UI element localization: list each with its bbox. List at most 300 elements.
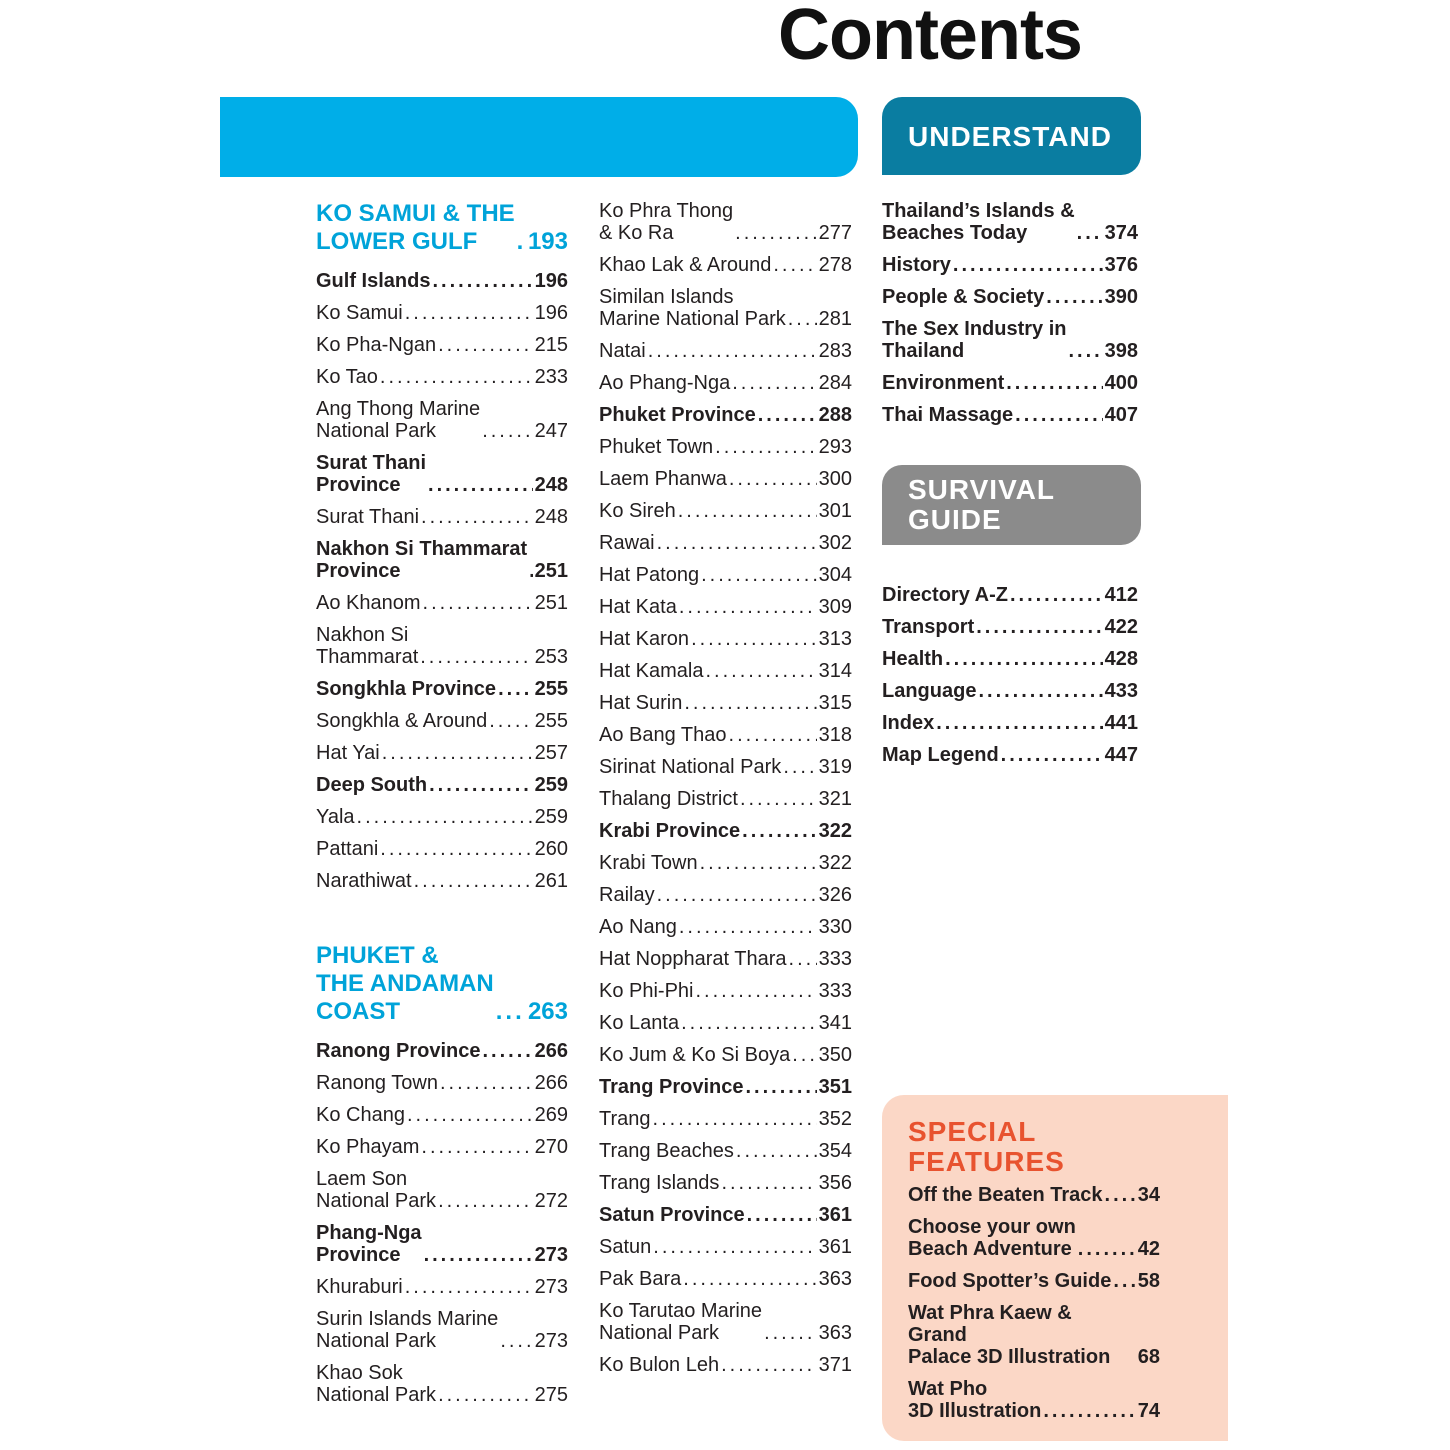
toc-page-number: 361: [818, 1236, 852, 1258]
toc-entry-title: Index: [882, 712, 935, 734]
toc-entry[interactable]: [599, 692, 852, 714]
toc-entry[interactable]: [599, 980, 852, 1002]
toc-page-number: 275: [534, 1384, 568, 1406]
toc-entry-title: Transport: [882, 616, 975, 638]
toc-page-number: 390: [1104, 286, 1138, 308]
toc-entry[interactable]: [316, 1276, 568, 1298]
toc-entry-title: Thailand’s Islands & Beaches Today: [882, 200, 1075, 244]
toc-entry[interactable]: [599, 756, 852, 778]
toc-entry-title: Surat Thani Province: [316, 452, 427, 496]
toc-page-number: 248: [534, 506, 568, 528]
toc-page-number: 428: [1104, 648, 1138, 670]
toc-entry[interactable]: [316, 806, 568, 828]
toc-page-number: 193: [527, 228, 568, 255]
toc-entry-title: Hat Patong: [599, 564, 700, 586]
leader-dots: [746, 1076, 817, 1098]
toc-entry-title: Sirinat National Park: [599, 756, 782, 778]
leader-dots: [648, 340, 817, 362]
leader-dots: [428, 474, 533, 496]
toc-page-number: 74: [1137, 1400, 1160, 1422]
toc-entry[interactable]: [599, 1236, 852, 1258]
toc-entry-title: Map Legend: [882, 744, 999, 766]
toc-page-number: 341: [818, 1012, 852, 1034]
leader-dots: [407, 1104, 533, 1126]
toc-page-number: 233: [534, 366, 568, 388]
toc-page-number: 196: [534, 302, 568, 324]
toc-entry[interactable]: [599, 532, 852, 554]
leader-dots: [721, 1354, 817, 1376]
toc-entry-title: Phuket Province: [599, 404, 756, 426]
toc-page-number: 318: [818, 724, 852, 746]
toc-entry[interactable]: [882, 744, 1138, 766]
toc-page-number: 248: [534, 474, 568, 496]
leader-dots: [380, 838, 532, 860]
toc-entry-title: Ko Tao: [316, 366, 378, 388]
leader-dots: [735, 222, 816, 244]
leader-dots: [423, 592, 533, 614]
leader-dots: [382, 742, 533, 764]
toc-entry[interactable]: [599, 286, 852, 330]
leader-dots: [420, 646, 532, 668]
toc-entry-title: Laem Son National Park: [316, 1168, 437, 1212]
toc-entry-title: Ang Thong Marine National Park: [316, 398, 481, 442]
toc-entry[interactable]: [316, 838, 568, 860]
toc-entry-title: Ao Bang Thao: [599, 724, 727, 746]
leader-dots: [732, 372, 816, 394]
leader-dots: [517, 228, 526, 256]
leader-dots: [783, 756, 816, 778]
toc-page-number: 247: [534, 420, 568, 442]
toc-entry[interactable]: [599, 788, 852, 810]
toc-entry[interactable]: [316, 624, 568, 668]
toc-entry-title: Off the Beaten Track: [908, 1184, 1103, 1206]
leader-dots: [482, 1040, 532, 1062]
toc-entry[interactable]: [599, 500, 852, 522]
toc-page-number: 301: [818, 500, 852, 522]
toc-entry[interactable]: [599, 200, 852, 244]
leader-dots: [684, 692, 816, 714]
toc-entry[interactable]: [316, 1136, 568, 1158]
leader-dots: [432, 270, 532, 292]
leader-dots: [758, 404, 817, 426]
leader-dots: [976, 616, 1102, 638]
leader-dots: [740, 788, 817, 810]
toc-entry-title: Laem Phanwa: [599, 468, 727, 490]
toc-page-number: 58: [1137, 1270, 1160, 1292]
toc-page-number: 42: [1137, 1238, 1160, 1260]
toc-entry[interactable]: [882, 200, 1138, 244]
toc-entry[interactable]: [599, 820, 852, 842]
leader-dots: [429, 774, 533, 796]
toc-entry-title: Krabi Province: [599, 820, 741, 842]
leader-dots: [681, 1012, 817, 1034]
toc-entry[interactable]: [316, 302, 568, 324]
leader-dots: [764, 1322, 817, 1344]
leader-dots: [482, 420, 532, 442]
toc-entry-title: Khao Sok National Park: [316, 1362, 437, 1406]
leader-dots: [405, 1276, 533, 1298]
toc-entry-title: Deep South: [316, 774, 428, 796]
toc-entry[interactable]: [599, 628, 852, 650]
survival-guide-header: SURVIVAL GUIDE: [882, 465, 1141, 545]
leader-dots: [1046, 286, 1102, 308]
toc-entry[interactable]: [882, 254, 1138, 276]
toc-entry-title: Ranong Town: [316, 1072, 438, 1094]
toc-page-number: 333: [818, 948, 852, 970]
toc-page-number: 259: [534, 806, 568, 828]
toc-entry-title: Ko Bulon Leh: [599, 1354, 720, 1376]
leader-dots: [747, 1204, 817, 1226]
toc-entry[interactable]: [882, 372, 1138, 394]
toc-page-number: 281: [818, 308, 852, 330]
toc-entry[interactable]: [316, 742, 568, 764]
toc-entry-title: Hat Kamala: [599, 660, 704, 682]
toc-entry-title: Phuket Town: [599, 436, 714, 458]
toc-section-heading[interactable]: [316, 200, 568, 256]
leader-dots: [405, 302, 533, 324]
toc-entry[interactable]: [882, 404, 1138, 426]
toc-page-number: 293: [818, 436, 852, 458]
toc-entry[interactable]: [316, 398, 568, 442]
toc-entry-title: Ko Tarutao Marine National Park: [599, 1300, 763, 1344]
toc-entry[interactable]: [908, 1184, 1160, 1206]
toc-page-number: 255: [534, 710, 568, 732]
toc-entry[interactable]: [599, 660, 852, 682]
leader-dots: [953, 254, 1103, 276]
leader-dots: [500, 1330, 532, 1352]
toc-page-number: 270: [534, 1136, 568, 1158]
toc-entry[interactable]: [599, 852, 852, 874]
toc-page-number: 319: [818, 756, 852, 778]
toc-entry[interactable]: [599, 404, 852, 426]
toc-entry-title: Pak Bara: [599, 1268, 682, 1290]
toc-page-number: 196: [534, 270, 568, 292]
leader-dots: [1006, 372, 1102, 394]
leader-dots: [653, 1108, 817, 1130]
toc-entry-title: Khao Lak & Around: [599, 254, 772, 276]
toc-page-number: 273: [534, 1244, 568, 1266]
toc-entry[interactable]: [908, 1216, 1160, 1260]
toc-entry-title: Hat Karon: [599, 628, 690, 650]
toc-entry[interactable]: [316, 678, 568, 700]
toc-page-number: 269: [534, 1104, 568, 1126]
toc-page-number: 263: [527, 998, 568, 1025]
toc-section-heading[interactable]: [316, 942, 568, 1026]
toc-entry[interactable]: [599, 254, 852, 276]
toc-entry[interactable]: [599, 724, 852, 746]
toc-page-number: 374: [1104, 222, 1138, 244]
toc-page-number: 322: [818, 820, 852, 842]
toc-entry-title: PHUKET & THE ANDAMAN COAST: [316, 942, 494, 1025]
toc-entry-title: Thai Massage: [882, 404, 1014, 426]
toc-page-number: 441: [1104, 712, 1138, 734]
toc-entry-title: Gulf Islands: [316, 270, 431, 292]
toc-page-number: 266: [534, 1072, 568, 1094]
toc-entry[interactable]: [316, 1168, 568, 1212]
leader-dots: [496, 998, 526, 1026]
leader-dots: [1043, 1400, 1135, 1422]
toc-page-number: 261: [534, 870, 568, 892]
toc-entry[interactable]: [908, 1378, 1160, 1422]
toc-page-number: 277: [818, 222, 852, 244]
toc-entry[interactable]: [599, 1108, 852, 1130]
toc-entry[interactable]: [599, 1012, 852, 1034]
toc-entry[interactable]: [316, 710, 568, 732]
leader-dots: [438, 1384, 533, 1406]
toc-entry-title: Similan Islands Marine National Park: [599, 286, 786, 330]
toc-page-number: 309: [818, 596, 852, 618]
leader-dots: [788, 308, 817, 330]
toc-entry[interactable]: [908, 1270, 1160, 1292]
toc-page-number: 273: [534, 1276, 568, 1298]
toc-page-number: 300: [818, 468, 852, 490]
leader-dots: [498, 678, 533, 700]
toc-entry-title: Narathiwat: [316, 870, 412, 892]
toc-entry-title: Thalang District: [599, 788, 738, 810]
toc-column-special: [908, 1184, 1160, 1432]
toc-entry-title: Wat Phra Kaew & Grand Palace 3D Illustration: [908, 1302, 1111, 1368]
toc-page-number: 259: [534, 774, 568, 796]
toc-entry-title: KO SAMUI & THE LOWER GULF: [316, 200, 515, 255]
toc-entry-title: Ranong Province: [316, 1040, 481, 1062]
leader-dots: [440, 1072, 533, 1094]
toc-entry[interactable]: [599, 916, 852, 938]
toc-entry-title: Natai: [599, 340, 646, 362]
toc-entry-title: Ko Jum & Ko Si Boya: [599, 1044, 791, 1066]
toc-entry-title: Hat Surin: [599, 692, 683, 714]
toc-entry-title: Khuraburi: [316, 1276, 403, 1298]
toc-entry[interactable]: [316, 1104, 568, 1126]
toc-entry[interactable]: [316, 1308, 568, 1352]
leader-dots: [380, 366, 533, 388]
toc-page-number: 350: [818, 1044, 852, 1066]
leader-dots: [683, 1268, 816, 1290]
toc-entry-title: Pattani: [316, 838, 379, 860]
leader-dots: [700, 852, 817, 874]
toc-page-number: 321: [818, 788, 852, 810]
toc-entry[interactable]: [316, 270, 568, 292]
leader-dots: [792, 1044, 816, 1066]
toc-entry[interactable]: [316, 592, 568, 614]
toc-entry-title: Directory A-Z: [882, 584, 1008, 606]
leader-dots: [678, 500, 817, 522]
toc-entry-title: Surat Thani: [316, 506, 420, 528]
toc-page-number: 352: [818, 1108, 852, 1130]
toc-entry[interactable]: [882, 286, 1138, 308]
toc-entry-title: Ao Phang-Nga: [599, 372, 731, 394]
toc-entry-title: Rawai: [599, 532, 655, 554]
leader-dots: [701, 564, 817, 586]
toc-entry[interactable]: [599, 948, 852, 970]
leader-dots: [357, 806, 533, 828]
toc-column-understand: [882, 200, 1138, 436]
toc-page-number: 255: [534, 678, 568, 700]
toc-entry[interactable]: [316, 452, 568, 496]
toc-entry-title: Trang Province: [599, 1076, 744, 1098]
toc-column-survival: [882, 584, 1138, 776]
leader-dots: [691, 628, 817, 650]
toc-entry[interactable]: [599, 468, 852, 490]
toc-page-number: 361: [818, 1204, 852, 1226]
toc-entry[interactable]: [882, 712, 1138, 734]
toc-page-number: 288: [818, 404, 852, 426]
leader-dots: [945, 648, 1103, 670]
toc-page-number: 251: [534, 592, 568, 614]
toc-entry-title: Nakhon Si Thammarat: [316, 624, 419, 668]
toc-entry[interactable]: [599, 1140, 852, 1162]
leader-dots: [421, 506, 533, 528]
toc-page-number: 371: [818, 1354, 852, 1376]
leader-dots: [438, 1190, 533, 1212]
toc-entry-title: Ko Pha-Ngan: [316, 334, 437, 356]
toc-entry[interactable]: [316, 334, 568, 356]
toc-entry-title: Songkhla Province: [316, 678, 497, 700]
leader-dots: [679, 596, 817, 618]
toc-entry[interactable]: [316, 1362, 568, 1406]
toc-entry-title: Surin Islands Marine National Park: [316, 1308, 499, 1352]
toc-entry-title: Food Spotter’s Guide: [908, 1270, 1112, 1292]
toc-entry-title: Songkhla & Around: [316, 710, 488, 732]
leader-dots: [706, 660, 817, 682]
toc-page-number: 400: [1104, 372, 1138, 394]
toc-entry-title: Ko Samui: [316, 302, 403, 324]
toc-entry[interactable]: [316, 506, 568, 528]
toc-page-number: 272: [534, 1190, 568, 1212]
toc-page-number: 278: [818, 254, 852, 276]
toc-page-number: 68: [1137, 1346, 1160, 1368]
toc-entry[interactable]: [599, 1044, 852, 1066]
toc-entry-title: Hat Yai: [316, 742, 380, 764]
toc-page-number: 266: [534, 1040, 568, 1062]
leader-dots: [679, 916, 817, 938]
leader-dots: [657, 532, 817, 554]
toc-entry[interactable]: [882, 648, 1138, 670]
toc-entry[interactable]: [599, 564, 852, 586]
toc-entry-title: Trang Islands: [599, 1172, 720, 1194]
toc-page-number: 284: [818, 372, 852, 394]
special-features-header: SPECIAL FEATURES: [908, 1116, 1065, 1177]
toc-page-number: 407: [1104, 404, 1138, 426]
toc-page-number: 273: [534, 1330, 568, 1352]
toc-entry-title: People & Society: [882, 286, 1045, 308]
toc-entry[interactable]: [316, 870, 568, 892]
toc-entry[interactable]: [316, 1040, 568, 1062]
leader-dots: [657, 884, 817, 906]
toc-page-number: 363: [818, 1268, 852, 1290]
toc-page-number: 376: [1104, 254, 1138, 276]
toc-entry[interactable]: [316, 1222, 568, 1266]
toc-entry-title: Environment: [882, 372, 1005, 394]
page-title: Contents: [778, 0, 1082, 75]
toc-page-number: 356: [818, 1172, 852, 1194]
understand-header: UNDERSTAND: [882, 97, 1141, 175]
toc-entry[interactable]: [599, 1076, 852, 1098]
toc-page-number: 34: [1137, 1184, 1160, 1206]
toc-entry[interactable]: [316, 1072, 568, 1094]
toc-entry[interactable]: [599, 1268, 852, 1290]
toc-page-number: 412: [1104, 584, 1138, 606]
toc-entry[interactable]: [882, 616, 1138, 638]
toc-page-number: 302: [818, 532, 852, 554]
toc-entry-title: Krabi Town: [599, 852, 698, 874]
leader-dots: [978, 680, 1102, 702]
toc-entry-title: Health: [882, 648, 944, 670]
toc-entry[interactable]: [599, 1300, 852, 1344]
toc-entry-title: Yala: [316, 806, 355, 828]
toc-entry-title: Ko Lanta: [599, 1012, 680, 1034]
leader-dots: [736, 1140, 817, 1162]
toc-entry-title: Ao Nang: [599, 916, 677, 938]
leader-dots: [773, 254, 816, 276]
toc-page-number: 398: [1104, 340, 1138, 362]
toc-column-1: [316, 200, 568, 1416]
leader-dots: [1113, 1270, 1135, 1292]
leader-dots: [1078, 1238, 1136, 1260]
leader-dots: [1077, 222, 1103, 244]
toc-entry-title: Wat Pho 3D Illustration: [908, 1378, 1042, 1422]
toc-page-number: 447: [1104, 744, 1138, 766]
leader-dots: [424, 1244, 533, 1266]
toc-page-number: 351: [818, 1076, 852, 1098]
leader-dots: [936, 712, 1102, 734]
leader-dots: [729, 724, 817, 746]
toc-page-number: 354: [818, 1140, 852, 1162]
toc-entry-title: Choose your own Beach Adventure: [908, 1216, 1076, 1260]
toc-page-number: 257: [534, 742, 568, 764]
toc-entry[interactable]: [599, 1204, 852, 1226]
toc-entry-title: The Sex Industry in Thailand: [882, 318, 1067, 362]
toc-page-number: 304: [818, 564, 852, 586]
toc-entry-title: Language: [882, 680, 977, 702]
toc-page-number: 215: [534, 334, 568, 356]
toc-entry-title: Satun Province: [599, 1204, 745, 1226]
toc-entry[interactable]: [908, 1302, 1160, 1368]
toc-entry-title: Trang: [599, 1108, 651, 1130]
leader-dots: [414, 870, 533, 892]
toc-entry[interactable]: [599, 1172, 852, 1194]
toc-entry-title: Trang Beaches: [599, 1140, 734, 1162]
toc-entry[interactable]: [599, 436, 852, 458]
toc-page-number: 313: [818, 628, 852, 650]
toc-entry[interactable]: [316, 774, 568, 796]
toc-entry[interactable]: [882, 680, 1138, 702]
toc-entry-title: Ko Phra Thong & Ko Ra: [599, 200, 734, 244]
toc-entry[interactable]: [599, 596, 852, 618]
toc-page-number: 253: [534, 646, 568, 668]
toc-entry[interactable]: [599, 340, 852, 362]
toc-entry[interactable]: [882, 318, 1138, 362]
toc-entry-title: Hat Kata: [599, 596, 677, 618]
toc-entry[interactable]: [599, 372, 852, 394]
toc-page-number: 260: [534, 838, 568, 860]
toc-entry-title: Satun: [599, 1236, 652, 1258]
toc-entry[interactable]: [316, 366, 568, 388]
toc-entry[interactable]: [599, 884, 852, 906]
leader-dots: [653, 1236, 816, 1258]
toc-entry[interactable]: [599, 1354, 852, 1376]
toc-entry-title: Ko Phayam: [316, 1136, 420, 1158]
toc-page-number: 433: [1104, 680, 1138, 702]
toc-page-number: 314: [818, 660, 852, 682]
toc-entry[interactable]: [882, 584, 1138, 606]
leader-dots: [529, 560, 532, 582]
section-spacer: [316, 902, 568, 942]
leader-dots: [721, 1172, 816, 1194]
toc-page-number: 322: [818, 852, 852, 874]
leader-dots: [438, 334, 533, 356]
leader-dots: [421, 1136, 532, 1158]
toc-entry[interactable]: [316, 538, 568, 582]
